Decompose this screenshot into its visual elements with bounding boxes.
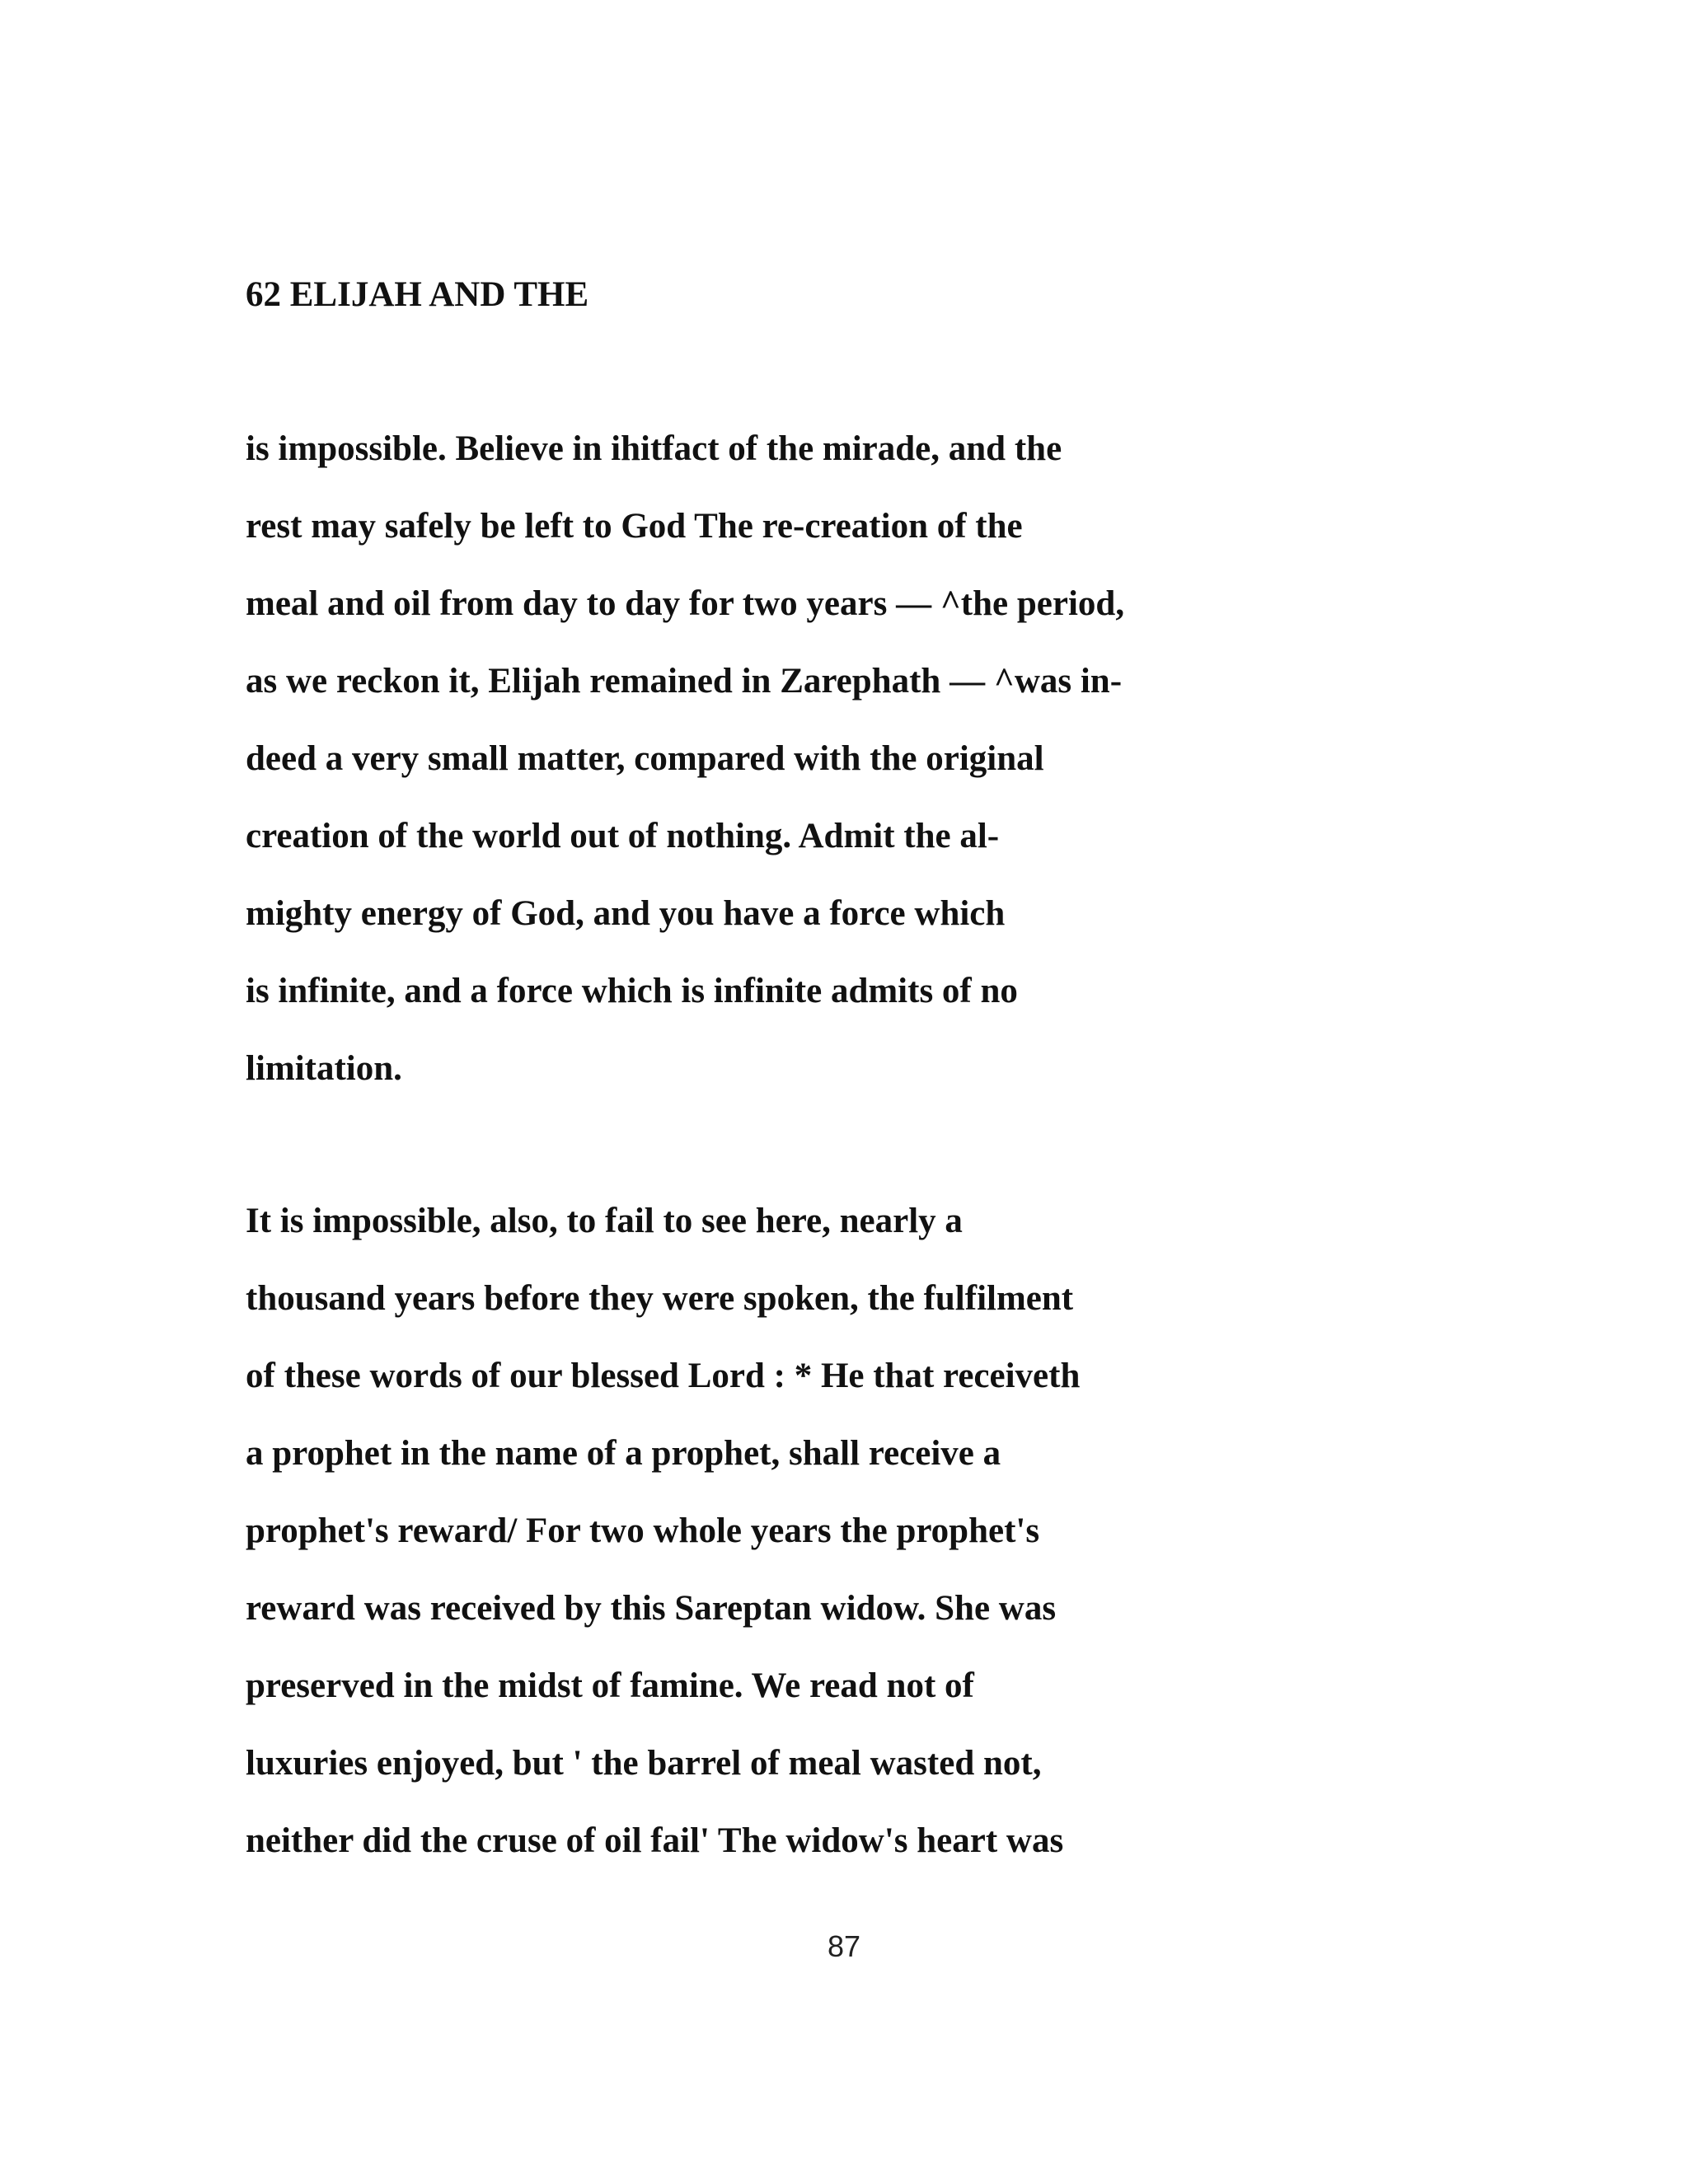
text-line: reward was received by this Sareptan widow. She was — [246, 1589, 1057, 1628]
paragraph-1 — [246, 426, 1606, 1123]
text-line: of these words of our blessed Lord : * He that receiveth — [246, 1357, 1081, 1395]
text-line: luxuries enjoyed, but ' the barrel of meal wasted not, — [246, 1744, 1042, 1783]
text-line: neither did the cruse of oil fail' The widow's heart was — [246, 1821, 1064, 1860]
text-line: is impossible. Believe in ihitfact of the mirade, and the — [246, 429, 1062, 468]
text-line: limitation. — [246, 1049, 402, 1088]
paragraph-2 — [246, 1198, 1606, 1896]
text-line: prophet's reward/ For two whole years the prophet's — [246, 1511, 1040, 1550]
text-line: thousand years before they were spoken, the fulfilment — [246, 1279, 1074, 1318]
text-line: rest may safely be left to God The re-creation of the — [246, 507, 1023, 546]
page-number: 87 — [827, 1929, 861, 1963]
text-line: deed a very small matter, compared with the original — [246, 739, 1044, 778]
text-line: a prophet in the name of a prophet, shall receive a — [246, 1434, 1001, 1473]
text-line: creation of the world out of nothing. Admit the al- — [246, 817, 1000, 855]
running-head: 62 ELIJAH AND THE — [246, 275, 589, 314]
text-line: meal and oil from day to day for two years — ^the period, — [246, 584, 1125, 623]
text-line: mighty energy of God, and you have a force which — [246, 894, 1006, 933]
text-line: as we reckon it, Elijah remained in Zarephath — ^was in- — [246, 662, 1123, 701]
text-line: preserved in the midst of famine. We read not of — [246, 1666, 974, 1705]
text-line: It is impossible, also, to fail to see here, nearly a — [246, 1202, 963, 1240]
text-line: is infinite, and a force which is infinite admits of no — [246, 972, 1018, 1010]
